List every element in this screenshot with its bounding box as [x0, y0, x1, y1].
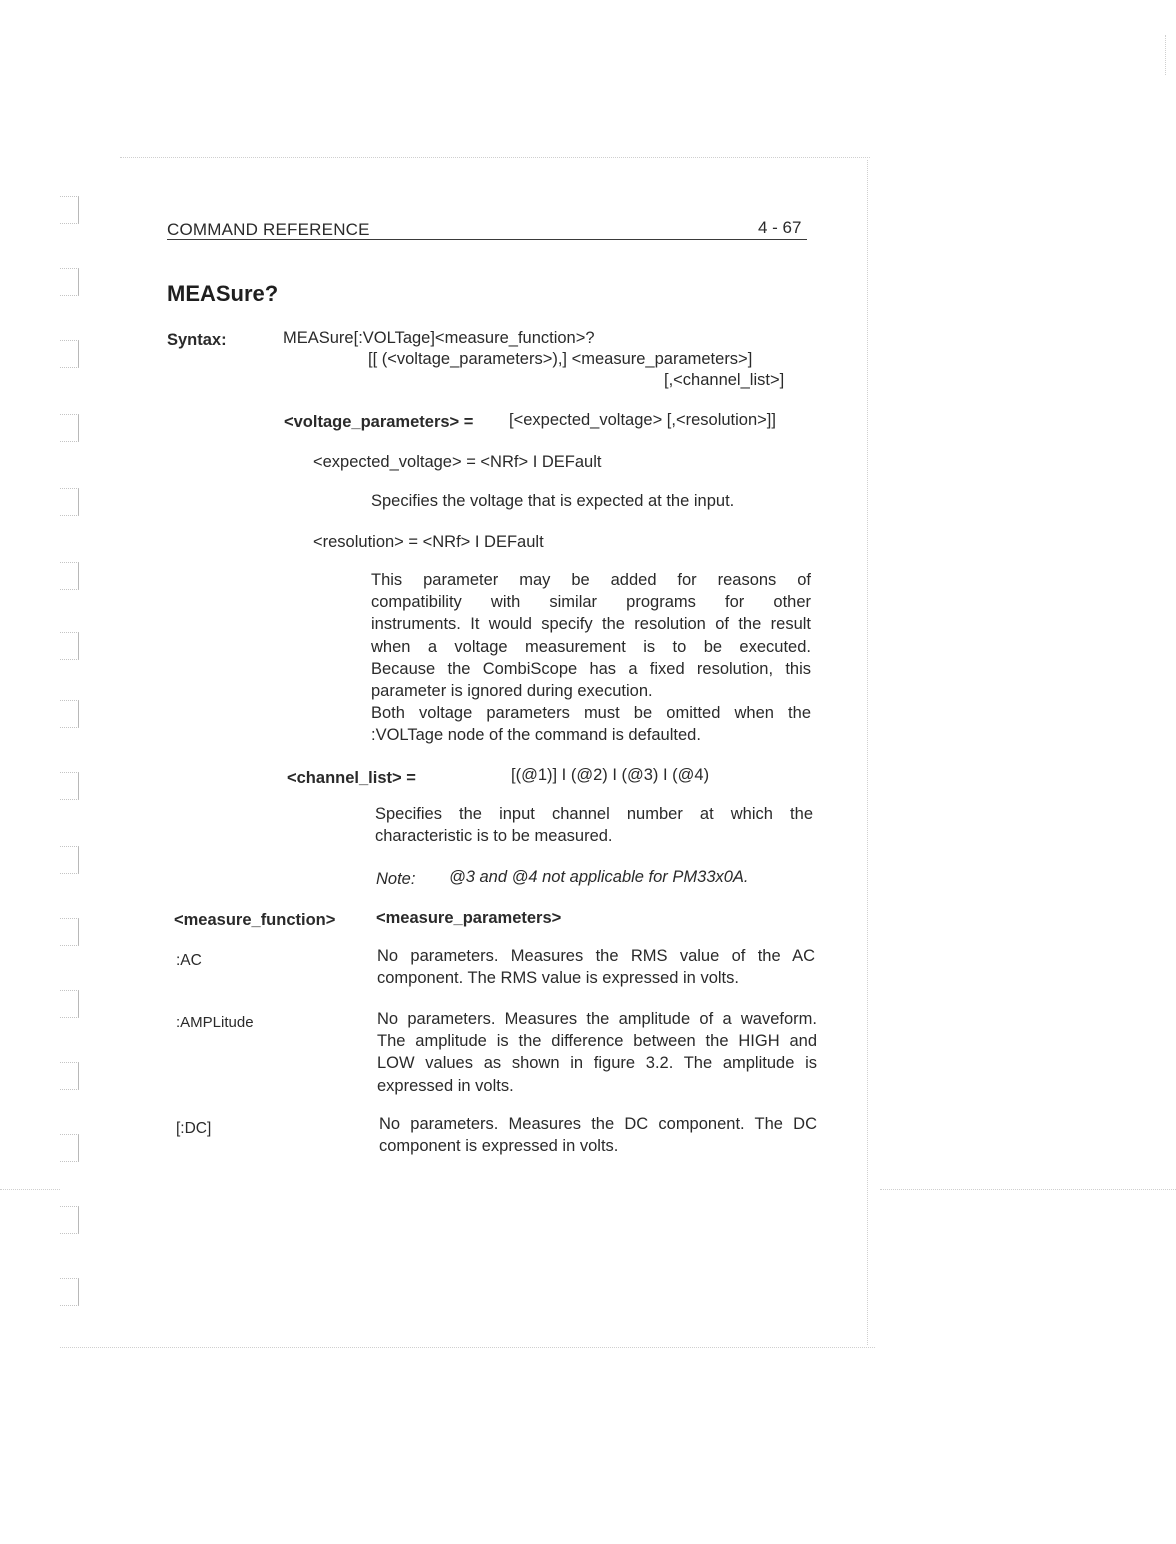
resolution-description-line: Because the CombiScope has a fixed resolution, this	[371, 659, 811, 678]
resolution-description-line: when a voltage measurement is to be executed.	[371, 637, 811, 656]
resolution-description-line: :VOLTage node of the command is defaulted.	[371, 726, 701, 745]
channel-list-description	[375, 803, 813, 847]
note-text: @3 and @4 not applicable for PM33x0A.	[449, 868, 749, 886]
function-description-line: No parameters. Measures the DC component. The DC	[379, 1115, 817, 1133]
function-description-line: No parameters. Measures the amplitude of a waveform.	[377, 1010, 817, 1028]
expected-voltage-definition: <expected_voltage> = <NRf> I DEFault	[313, 453, 602, 471]
channel-list-definition: [(@1)] I (@2) I (@3) I (@4)	[511, 766, 710, 784]
binding-mark	[60, 918, 79, 946]
binding-mark	[60, 632, 79, 660]
resolution-description-line: Both voltage parameters must be omitted when the	[371, 704, 811, 723]
binding-mark	[60, 700, 79, 728]
measure-parameters-column-header: <measure_parameters>	[376, 909, 562, 927]
binding-mark	[60, 1062, 79, 1090]
resolution-description-line: compatibility with similar programs for other	[371, 593, 811, 612]
scan-edge-bottom	[60, 1347, 875, 1348]
channel-list-description-line: characteristic is to be measured.	[375, 827, 613, 846]
function-amplitude-description	[377, 1008, 817, 1097]
expected-voltage-description: Specifies the voltage that is expected at the input.	[371, 492, 735, 510]
function-ac: :AC	[176, 952, 202, 969]
binding-mark	[60, 414, 79, 442]
function-description-line: expressed in volts.	[377, 1076, 514, 1095]
function-dc: [:DC]	[176, 1120, 212, 1137]
header-rule	[167, 239, 807, 240]
syntax-line-1: MEASure[:VOLTage]<measure_function>?	[283, 329, 595, 347]
binding-mark	[60, 1206, 79, 1234]
syntax-label: Syntax:	[167, 331, 227, 349]
measure-function-column-header: <measure_function>	[174, 911, 336, 929]
function-amplitude: :AMPLitude	[176, 1014, 254, 1031]
binding-mark	[60, 1134, 79, 1162]
scan-mark-corner	[1165, 35, 1166, 75]
function-description-line: The amplitude is the difference between the HIGH and	[377, 1032, 817, 1051]
scan-edge-right	[867, 160, 868, 1345]
running-header-section: COMMAND REFERENCE	[167, 220, 370, 239]
function-description-line: LOW values as shown in figure 3.2. The amplitude is	[377, 1054, 817, 1073]
binding-mark	[60, 196, 79, 224]
resolution-definition: <resolution> = <NRf> I DEFault	[313, 533, 544, 551]
page-number: 4 - 67	[758, 218, 802, 237]
function-dc-description	[379, 1113, 817, 1157]
function-ac-description	[377, 945, 815, 989]
page-title: MEASure?	[167, 281, 279, 306]
binding-mark	[60, 772, 79, 800]
binding-mark	[60, 846, 79, 874]
voltage-parameters-label: <voltage_parameters> =	[284, 413, 474, 431]
binding-mark	[60, 488, 79, 516]
note-label: Note:	[376, 870, 416, 888]
binding-mark	[60, 990, 79, 1018]
channel-list-description-line: Specifies the input channel number at which the	[375, 805, 813, 823]
binding-mark	[60, 268, 79, 296]
binding-mark	[60, 562, 79, 590]
voltage-parameters-definition: [<expected_voltage> [,<resolution>]]	[509, 411, 776, 429]
scan-edge-right-fold	[880, 1189, 1176, 1190]
binding-mark	[60, 340, 79, 368]
binding-mark	[60, 1278, 79, 1306]
resolution-description-line: This parameter may be added for reasons of	[371, 571, 811, 589]
syntax-line-3: [,<channel_list>]	[664, 371, 785, 389]
scan-edge-left-fold	[0, 1189, 60, 1190]
syntax-line-2: [[ (<voltage_parameters>),] <measure_parameters>]	[368, 350, 753, 368]
resolution-description-line: parameter is ignored during execution.	[371, 682, 653, 701]
function-description-line: No parameters. Measures the RMS value of the AC	[377, 947, 815, 965]
resolution-description-line: instruments. It would specify the resolution of the result	[371, 615, 811, 634]
function-description-line: component is expressed in volts.	[379, 1137, 619, 1156]
scan-edge-top	[120, 157, 870, 158]
function-description-line: component. The RMS value is expressed in volts.	[377, 969, 739, 988]
channel-list-label: <channel_list> =	[287, 769, 416, 787]
resolution-description	[371, 569, 811, 747]
